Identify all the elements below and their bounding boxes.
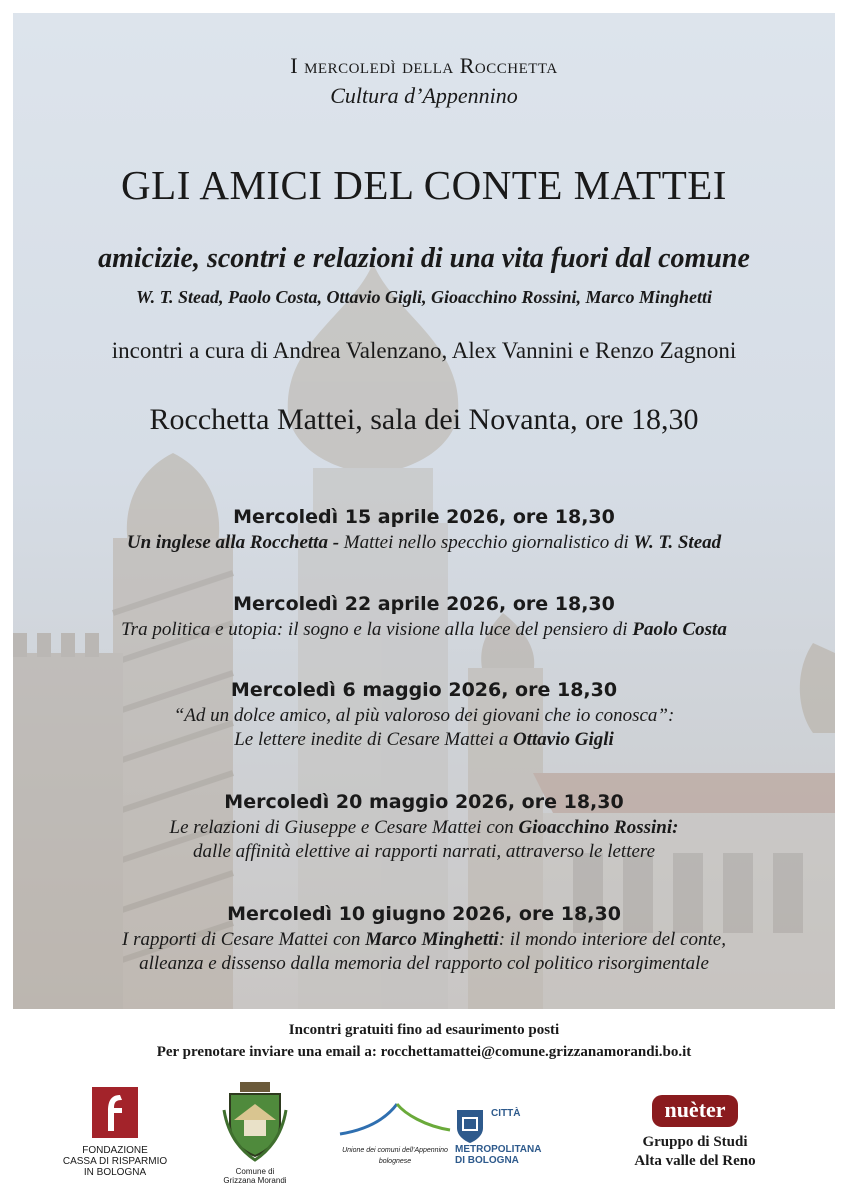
event-desc-1 — [13, 532, 835, 554]
poster — [13, 13, 835, 1009]
citta-line-1: CITTÀ — [491, 1108, 521, 1119]
citta-logo — [455, 1108, 565, 1166]
event-person-1: W. T. Stead — [633, 532, 722, 553]
event-date-5: Mercoledì 10 giugno 2026, ore 18,30 — [227, 903, 621, 925]
comune-line-2: Grizzana Morandi — [223, 1176, 287, 1185]
event-desc-5-line1 — [13, 929, 835, 951]
unione-logo — [330, 1100, 460, 1167]
event-desc-4-text: Le relazioni di Giuseppe e Cesare Mattei con — [169, 817, 519, 838]
event-desc-3-text: Le lettere inedite di Cesare Mattei a — [234, 729, 513, 750]
event-date-4: Mercoledì 20 maggio 2026, ore 18,30 — [224, 791, 624, 813]
main-title: GLI AMICI DEL CONTE MATTEI — [121, 162, 727, 208]
citta-line-2: METROPOLITANA — [455, 1144, 542, 1155]
event-desc-3-line1: “Ad un dolce amico, al più valoroso dei giovani che io conosca”: — [173, 705, 675, 726]
event-desc-5-text-b: : il mondo interiore del conte, — [498, 929, 726, 950]
event-desc-4-line1 — [13, 817, 835, 839]
citta-line-3: DI BOLOGNA — [455, 1155, 519, 1166]
tagline: amicizie, scontri e relazioni di una vita fuori dal comune — [98, 243, 750, 274]
venue: Rocchetta Mattei, sala dei Novanta, ore 18,30 — [149, 403, 699, 436]
event-person-2: Paolo Costa — [632, 619, 727, 640]
event-date-3: Mercoledì 6 maggio 2026, ore 18,30 — [230, 679, 618, 701]
fondazione-line-1: FONDAZIONE — [82, 1145, 148, 1156]
event-desc-5-line2: alleanza e dissenso dalla memoria del rapporto col politico risorgimentale — [139, 953, 709, 974]
event-desc-2-text: Tra politica e utopia: il sogno e la visione alla luce del pensiero di — [121, 619, 633, 640]
fondazione-line-3: IN BOLOGNA — [83, 1167, 147, 1178]
event-date-1: Mercoledì 15 aprile 2026, ore 18,30 — [233, 506, 615, 528]
people-list: W. T. Stead, Paolo Costa, Ottavio Gigli, Gioacchino Rossini, Marco Minghetti — [135, 287, 713, 307]
fondazione-emblem-icon — [90, 1085, 140, 1140]
event-desc-2 — [13, 619, 835, 641]
event-title-1: Un inglese alla Rocchetta - — [126, 532, 344, 553]
comune-line-1: Comune di — [235, 1167, 275, 1176]
nueter-line-1: Gruppo di Studi — [642, 1134, 748, 1150]
series-title: I mercoledì della Rocchetta — [290, 53, 558, 78]
booking-note: Per prenotare inviare una email a: rocchettamattei@comune.grizzanamorandi.bo.it — [156, 1044, 692, 1060]
comune-logo — [205, 1080, 305, 1185]
fondazione-line-2: CASSA DI RISPARMIO — [62, 1156, 168, 1167]
free-entry-note: Incontri gratuiti fino ad esaurimento posti — [288, 1022, 560, 1038]
citta-crest-icon — [455, 1108, 485, 1144]
series-subtitle: Cultura d’Appennino — [330, 83, 518, 108]
event-desc-4-line2: dalle affinità elettive ai rapporti narrati, attraverso le lettere — [192, 841, 656, 862]
event-person-4: Gioacchino Rossini: — [518, 817, 679, 838]
curators: incontri a cura di Andrea Valenzano, Alex Vannini e Renzo Zagnoni — [111, 338, 737, 363]
unione-text: Unione dei comuni dell’Appennino bolognese — [342, 1147, 448, 1165]
event-date-2: Mercoledì 22 aprile 2026, ore 18,30 — [233, 593, 615, 615]
event-desc-1-text: Mattei nello specchio giornalistico di — [343, 532, 634, 553]
event-desc-3-line2 — [13, 729, 835, 751]
unione-swoosh-icon — [335, 1100, 455, 1140]
event-person-3: Ottavio Gigli — [512, 729, 614, 750]
nueter-line-2: Alta valle del Reno — [634, 1153, 756, 1169]
fondazione-logo — [60, 1085, 170, 1178]
nueter-badge: nuèter — [652, 1095, 737, 1127]
nueter-logo — [620, 1095, 770, 1171]
comune-crest-icon — [220, 1080, 290, 1162]
event-desc-5-text: I rapporti di Cesare Mattei con — [122, 929, 366, 950]
event-person-5: Marco Minghetti — [365, 929, 499, 950]
